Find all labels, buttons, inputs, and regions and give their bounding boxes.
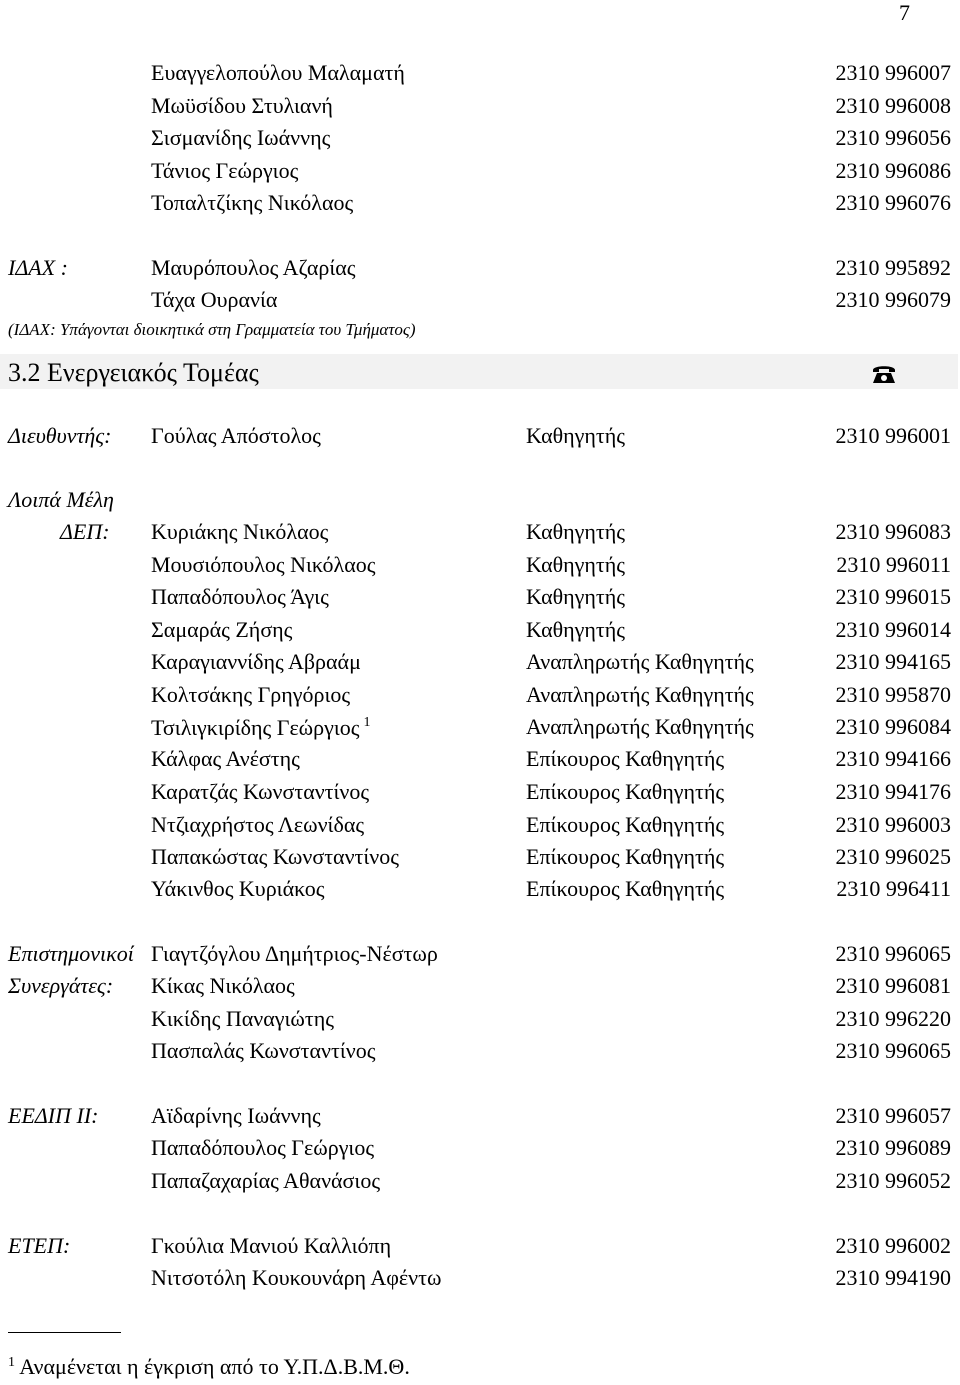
- staff-phone: 2310 996079: [835, 287, 951, 312]
- staff-name: Μωϋσίδου Στυλιανή: [151, 93, 333, 118]
- member-phone: 2310 996003: [835, 812, 951, 837]
- member-phone: 2310 994176: [835, 779, 951, 804]
- staff-name: Κίκας Νικόλαος: [151, 973, 295, 998]
- member-rank: Καθηγητής: [526, 617, 625, 642]
- member-name: Παπακώστας Κωνσταντίνος: [151, 844, 399, 869]
- footnote: [8, 1356, 410, 1378]
- member-rank: Καθηγητής: [526, 519, 625, 544]
- staff-phone: 2310 996065: [835, 1038, 951, 1063]
- staff-phone: 2310 996081: [835, 973, 951, 998]
- member-rank: Επίκουρος Καθηγητής: [526, 746, 725, 771]
- member-rank: Επίκουρος Καθηγητής: [526, 844, 725, 869]
- staff-phone: 2310 994190: [835, 1265, 951, 1290]
- director-phone: 2310 996001: [835, 423, 951, 448]
- member-name: Κολτσάκης Γρηγόριος: [151, 682, 351, 707]
- member-name: Ντζιαχρήστος Λεωνίδας: [151, 812, 365, 837]
- member-phone: 2310 996014: [835, 617, 951, 642]
- staff-phone: 2310 995892: [835, 255, 951, 280]
- etep-label: ΕΤΕΠ:: [8, 1233, 71, 1258]
- member-name: Κάλφας Ανέστης: [151, 746, 300, 771]
- staff-phone: 2310 996007: [835, 60, 951, 85]
- scientific-label-line2: Συνεργάτες:: [8, 973, 114, 998]
- staff-name: Πασπαλάς Κωνσταντίνος: [151, 1038, 376, 1063]
- staff-name: Νιτσοτόλη Κουκουνάρη Αφέντω: [151, 1265, 442, 1290]
- member-phone: 2310 994166: [835, 746, 951, 771]
- footnote-marker: 1: [363, 715, 371, 730]
- member-phone: 2310 996025: [835, 844, 951, 869]
- staff-name: Κικίδης Παναγιώτης: [151, 1006, 334, 1031]
- director-name: Γούλας Απόστολος: [151, 423, 321, 448]
- staff-phone: 2310 996002: [835, 1233, 951, 1258]
- member-phone: 2310 994165: [835, 649, 951, 674]
- staff-name: Παπαδόπουλος Γεώργιος: [151, 1135, 375, 1160]
- staff-name: Αϊδαρίνης Ιωάννης: [151, 1103, 321, 1128]
- edip-label: ΕΕΔΙΠ ΙΙ:: [8, 1103, 99, 1128]
- director-rank: Καθηγητής: [526, 423, 625, 448]
- member-rank: Επίκουρος Καθηγητής: [526, 876, 725, 901]
- member-name: Κυριάκης Νικόλαος: [151, 519, 329, 544]
- staff-phone: 2310 996056: [835, 125, 951, 150]
- staff-phone: 2310 996052: [835, 1168, 951, 1193]
- member-name: Μουσιόπουλος Νικόλαος: [151, 552, 376, 577]
- staff-name: Τάχα Ουρανία: [151, 287, 278, 312]
- scientific-label-line1: Επιστημονικοί: [8, 941, 134, 966]
- idax-label: ΙΔΑΧ :: [8, 255, 68, 280]
- page-number: 7: [899, 0, 910, 25]
- member-phone: 2310 995870: [835, 682, 951, 707]
- member-rank: Καθηγητής: [526, 584, 625, 609]
- member-rank: Αναπληρωτής Καθηγητής: [526, 682, 754, 707]
- staff-name: Σισμανίδης Ιωάννης: [151, 125, 331, 150]
- staff-phone: 2310 996220: [835, 1006, 951, 1031]
- other-members-label: Λοιπά Μέλη: [8, 487, 114, 512]
- member-rank: Αναπληρωτής Καθηγητής: [526, 649, 754, 674]
- staff-phone: 2310 996065: [835, 941, 951, 966]
- member-name: [151, 716, 371, 739]
- staff-phone: 2310 996008: [835, 93, 951, 118]
- staff-name: Μαυρόπουλος Αζαρίας: [151, 255, 356, 280]
- idax-note: (ΙΔΑΧ: Υπάγονται διοικητικά στη Γραμματεία του Τμήματος): [8, 320, 416, 339]
- member-name: Σαμαράς Ζήσης: [151, 617, 293, 642]
- dep-label: ΔΕΠ:: [60, 519, 110, 544]
- staff-name: Ευαγγελοπούλου Μαλαματή: [151, 60, 405, 85]
- member-name-text: Τσιλιγκιρίδης Γεώργιος: [151, 715, 360, 740]
- member-name: Παπαδόπουλος Άγις: [151, 584, 329, 609]
- staff-phone: 2310 996089: [835, 1135, 951, 1160]
- member-rank: Επίκουρος Καθηγητής: [526, 779, 725, 804]
- footnote-number: 1: [8, 1355, 15, 1370]
- footnote-divider: [8, 1332, 121, 1333]
- member-name: Καραγιαννίδης Αβραάμ: [151, 649, 361, 674]
- footnote-text: Αναμένεται η έγκριση από το Υ.Π.Δ.Β.Μ.Θ.: [19, 1354, 410, 1379]
- staff-name: Γκούλια Μανιού Καλλιόπη: [151, 1233, 392, 1258]
- staff-name: Γιαγτζόγλου Δημήτριος-Νέστωρ: [151, 941, 438, 966]
- member-rank: Αναπληρωτής Καθηγητής: [526, 714, 754, 739]
- member-phone: 2310 996411: [836, 876, 951, 901]
- member-rank: Επίκουρος Καθηγητής: [526, 812, 725, 837]
- member-name: Καρατζάς Κωνσταντίνος: [151, 779, 370, 804]
- member-phone: 2310 996011: [836, 552, 951, 577]
- member-name: Υάκινθος Κυριάκος: [151, 876, 325, 901]
- section-title: 3.2 Ενεργειακός Τομέας: [8, 358, 259, 387]
- staff-name: Τοπαλτζίκης Νικόλαος: [151, 190, 354, 215]
- staff-phone: 2310 996057: [835, 1103, 951, 1128]
- staff-phone: 2310 996086: [835, 158, 951, 183]
- member-phone: 2310 996084: [835, 714, 951, 739]
- member-phone: 2310 996015: [835, 584, 951, 609]
- director-label: Διευθυντής:: [8, 423, 112, 448]
- member-phone: 2310 996083: [835, 519, 951, 544]
- member-rank: Καθηγητής: [526, 552, 625, 577]
- staff-name: Τάνιος Γεώργιος: [151, 158, 299, 183]
- staff-name: Παπαζαχαρίας Αθανάσιος: [151, 1168, 381, 1193]
- telephone-icon: [870, 362, 898, 386]
- staff-phone: 2310 996076: [835, 190, 951, 215]
